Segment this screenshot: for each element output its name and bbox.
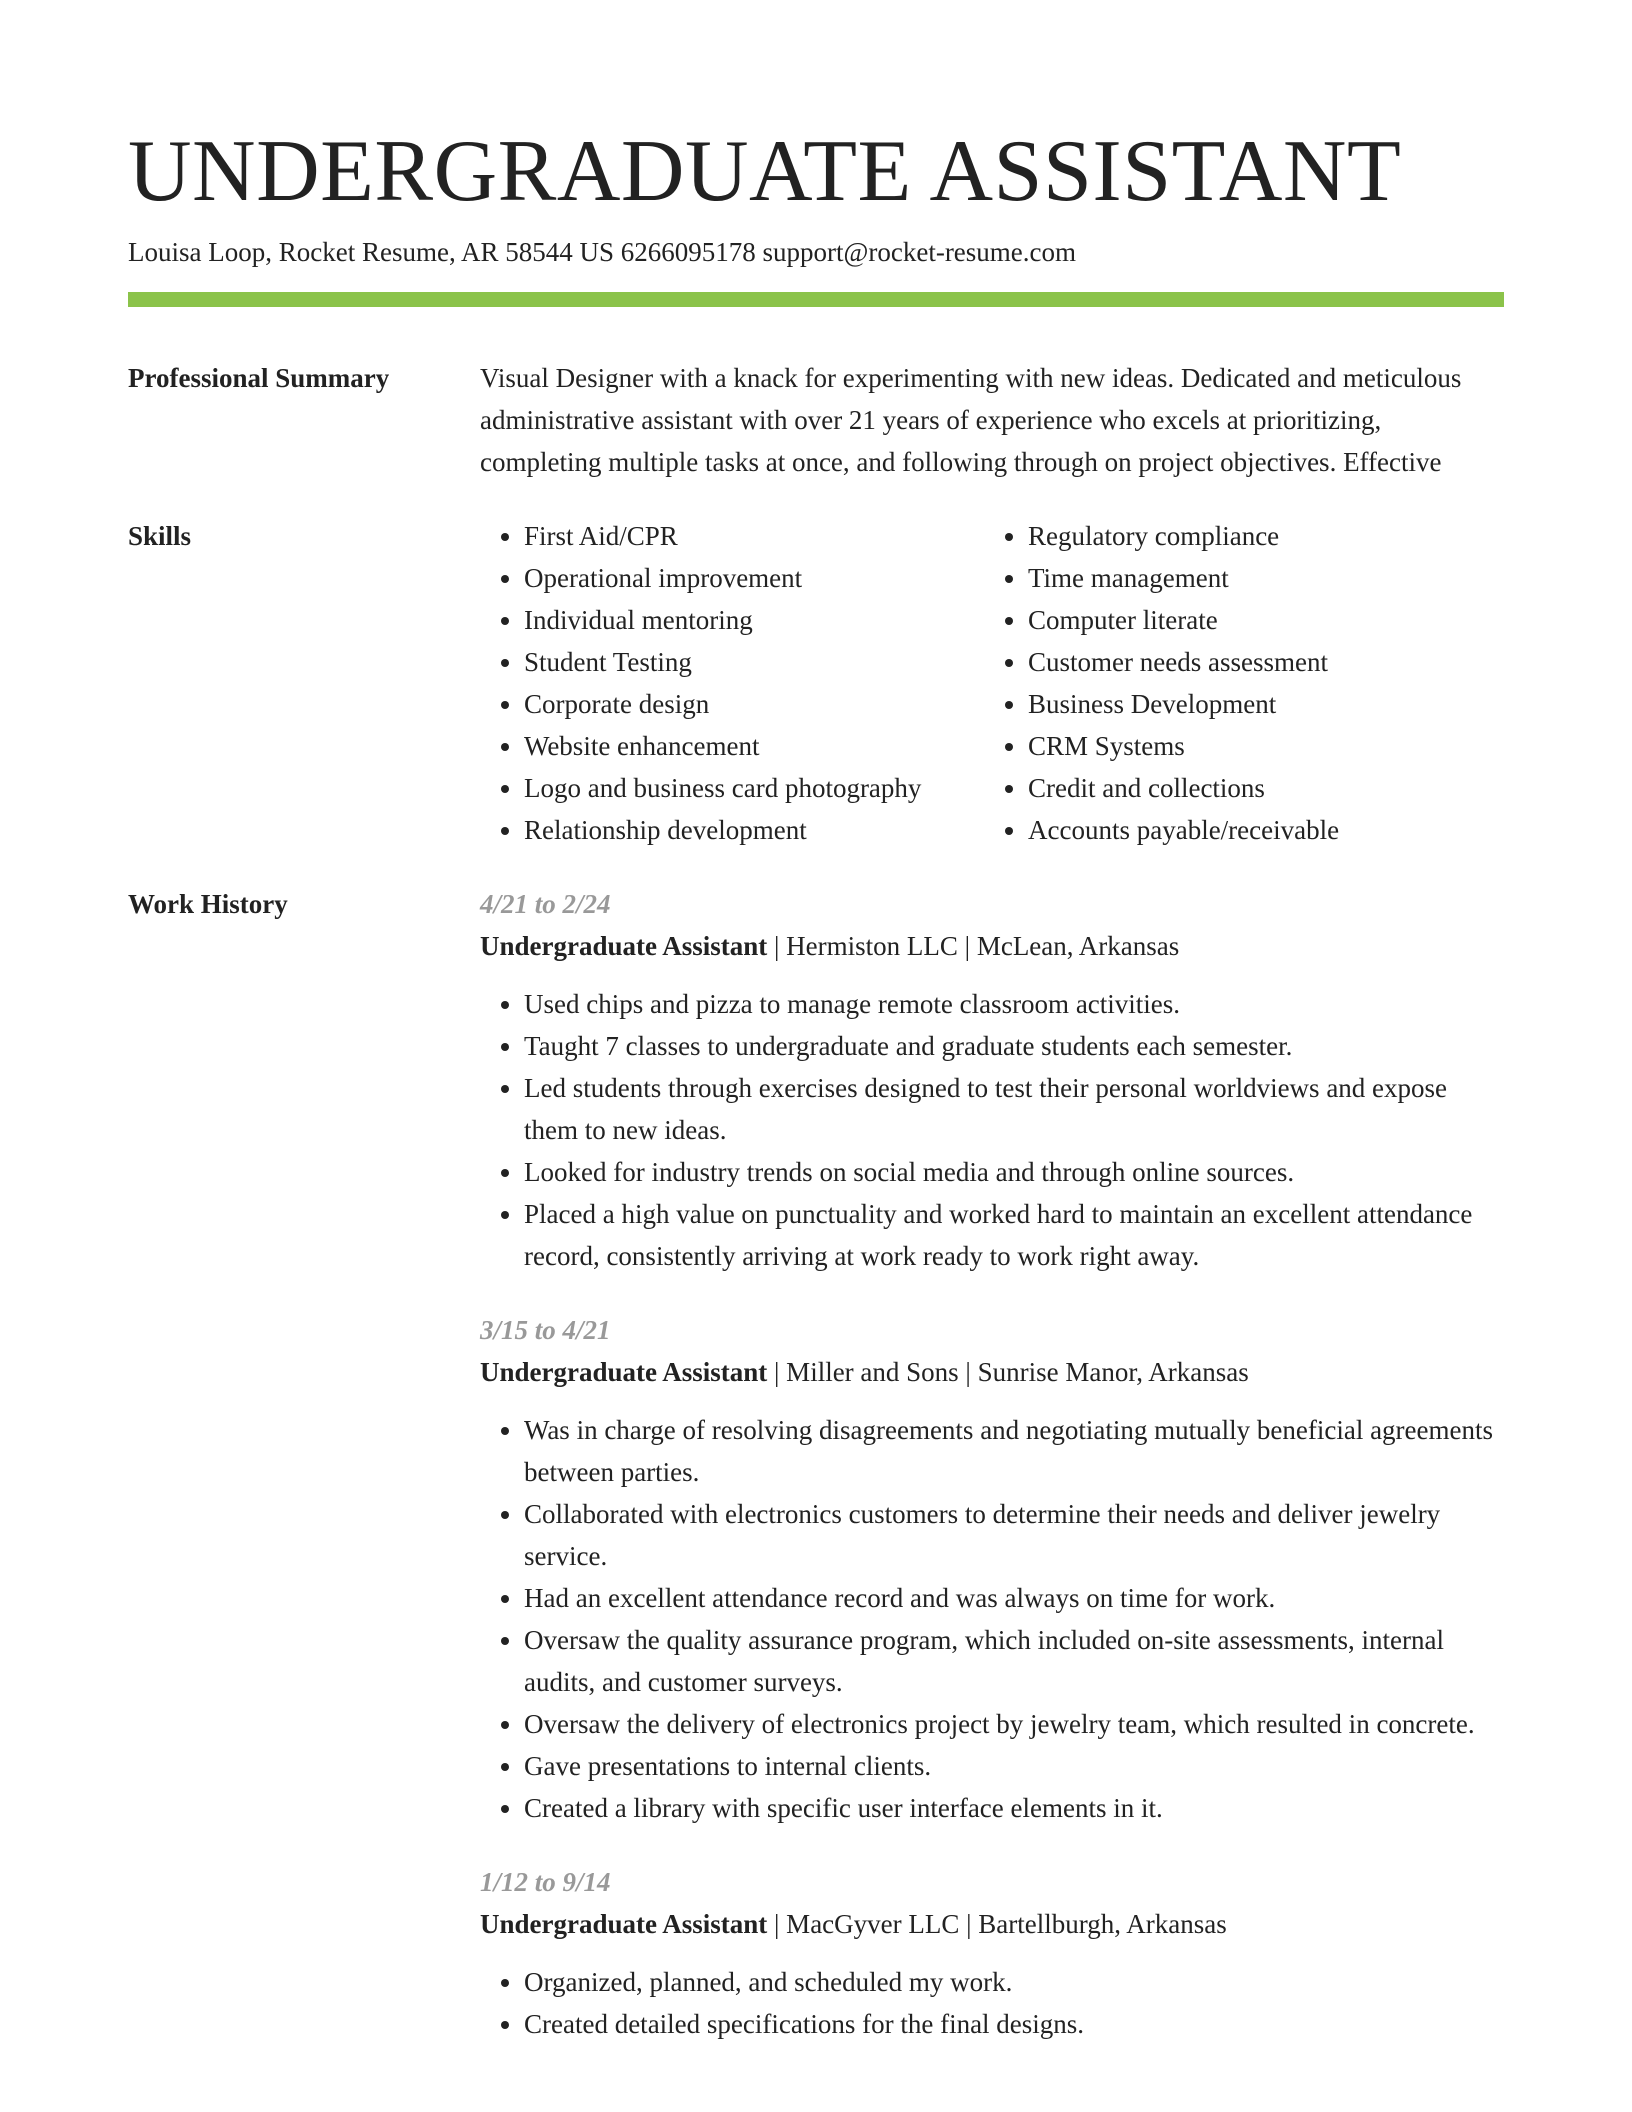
job-entry [480, 1861, 1504, 2045]
job-bullet: • Used chips and pizza to manage remote classroom activities. [524, 983, 1504, 1025]
skill-item: • Operational improvement [524, 557, 984, 599]
job-bullet: • Led students through exercises designed to test their personal worldviews and expose them to new ideas. [524, 1067, 1504, 1151]
job-bullet: • Created detailed specifications for the final designs. [524, 2003, 1504, 2045]
job-dates: 4/21 to 2/24 [480, 889, 611, 919]
job-details: | Miller and Sons | Sunrise Manor, Arkansas [767, 1357, 1249, 1387]
skill-item: • Individual mentoring [524, 599, 984, 641]
job-bullet: • Looked for industry trends on social media and through online sources. [524, 1151, 1504, 1193]
job-bullets [480, 983, 1504, 1277]
skill-item: • Time management [1028, 557, 1339, 599]
summary-section [128, 357, 1504, 483]
job-bullet: • Gave presentations to internal clients. [524, 1745, 1504, 1787]
summary-label: Professional Summary [128, 363, 390, 393]
job-details: | Hermiston LLC | McLean, Arkansas [767, 931, 1180, 961]
header-divider [128, 292, 1504, 307]
skill-item: • Credit and collections [1028, 767, 1339, 809]
job-heading [480, 925, 1504, 967]
job-bullets [480, 1409, 1504, 1829]
skill-item: • Accounts payable/receivable [1028, 809, 1339, 851]
job-bullet: • Organized, planned, and scheduled my work. [524, 1961, 1504, 2003]
skill-item: • Student Testing [524, 641, 984, 683]
job-heading [480, 1351, 1504, 1393]
job-details: | MacGyver LLC | Bartellburgh, Arkansas [767, 1909, 1227, 1939]
skill-item: • Computer literate [1028, 599, 1339, 641]
contact-city: Rocket Resume, [278, 237, 456, 267]
job-title: Undergraduate Assistant [480, 1909, 768, 1939]
job-bullet: • Taught 7 classes to undergraduate and graduate students each semester. [524, 1025, 1504, 1067]
job-bullet: • Collaborated with electronics customers to determine their needs and deliver jewelry service. [524, 1493, 1504, 1577]
skill-item: • Business Development [1028, 683, 1339, 725]
summary-text: Visual Designer with a knack for experimenting with new ideas. Dedicated and meticulous administrative assistant with over 21 years of experience who excels at prioritizing, completing multiple tasks at once, and following through on project objectives. Effective [480, 363, 1462, 477]
contact-line [128, 232, 1504, 272]
job-title: Undergraduate Assistant [480, 1357, 768, 1387]
skill-item: • Logo and business card photography [524, 767, 984, 809]
resume-page [128, 120, 1504, 2045]
contact-state-zip: AR 58544 [460, 237, 573, 267]
job-entry [480, 1309, 1504, 1829]
job-entry [480, 883, 1504, 1277]
skill-item: • CRM Systems [1028, 725, 1339, 767]
job-bullet: • Had an excellent attendance record and was always on time for work. [524, 1577, 1504, 1619]
contact-phone: 6266095178 [620, 237, 756, 267]
job-bullet: • Oversaw the quality assurance program, which included on-site assessments, internal audits, and customer surveys. [524, 1619, 1504, 1703]
skill-item: • Regulatory compliance [1028, 515, 1339, 557]
job-bullet: • Was in charge of resolving disagreements and negotiating mutually beneficial agreements between parties. [524, 1409, 1504, 1493]
work-history-label: Work History [128, 889, 288, 919]
skills-label: Skills [128, 521, 192, 551]
contact-email: support@rocket-resume.com [762, 237, 1077, 267]
skills-column-2 [984, 515, 1339, 851]
work-history-section [128, 883, 1504, 2045]
contact-name: Louisa Loop, [128, 237, 272, 267]
skills-column-1 [480, 515, 984, 851]
skill-item: • Website enhancement [524, 725, 984, 767]
contact-country: US [579, 237, 614, 267]
skill-item: • Corporate design [524, 683, 984, 725]
skill-item: • Relationship development [524, 809, 984, 851]
job-bullet: • Oversaw the delivery of electronics project by jewelry team, which resulted in concrete. [524, 1703, 1504, 1745]
skill-item: • Customer needs assessment [1028, 641, 1339, 683]
job-heading [480, 1903, 1504, 1945]
job-bullets [480, 1961, 1504, 2045]
skills-section [128, 515, 1504, 851]
resume-title: UNDERGRADUATE ASSISTANT [128, 123, 1402, 220]
job-bullet: • Created a library with specific user interface elements in it. [524, 1787, 1504, 1829]
job-dates: 1/12 to 9/14 [480, 1867, 611, 1897]
job-bullet: • Placed a high value on punctuality and worked hard to maintain an excellent attendance record, consistently arriving at work ready to work right away. [524, 1193, 1504, 1277]
job-dates: 3/15 to 4/21 [480, 1315, 611, 1345]
skill-item: • First Aid/CPR [524, 515, 984, 557]
job-title: Undergraduate Assistant [480, 931, 768, 961]
